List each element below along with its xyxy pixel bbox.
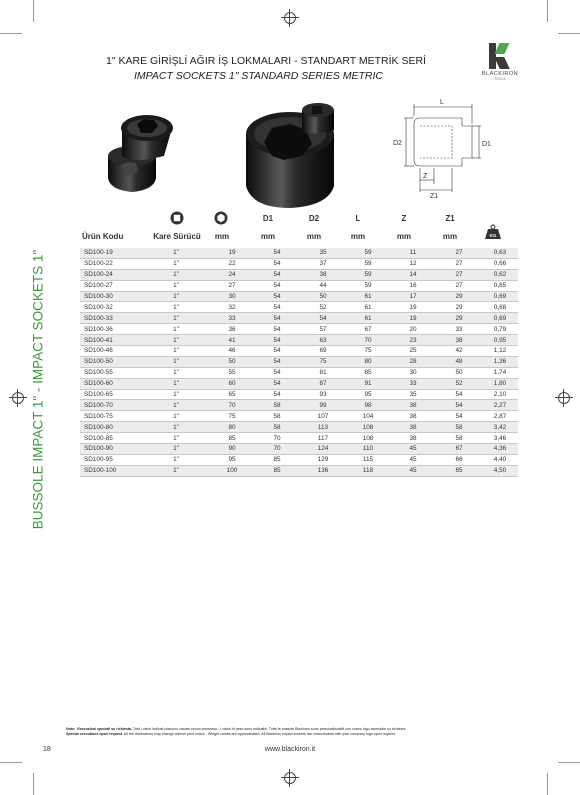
cell-z1: 27 <box>436 280 482 291</box>
cell-product-code: SD100-60 <box>80 378 142 389</box>
cell-product-code: SD100-24 <box>80 269 142 280</box>
cell-square-drive: 1" <box>142 422 210 433</box>
cell-d1: 58 <box>254 422 300 433</box>
cell-z: 16 <box>390 280 436 291</box>
cell-l: 67 <box>346 324 390 335</box>
table-row <box>80 411 518 422</box>
cell-product-code: SD100-41 <box>80 335 142 346</box>
table-row <box>80 367 518 378</box>
cell-d1: 54 <box>254 269 300 280</box>
cell-size: 32 <box>210 302 254 313</box>
table-row <box>80 346 518 357</box>
table-row <box>80 444 518 455</box>
cell-l: 91 <box>346 378 390 389</box>
cell-z1: 66 <box>436 454 482 465</box>
cell-d1: 54 <box>254 389 300 400</box>
table-row <box>80 280 518 291</box>
cell-z: 17 <box>390 291 436 302</box>
cell-weight: 2,10 <box>482 389 518 400</box>
cell-product-code: SD100-50 <box>80 356 142 367</box>
cell-l: 61 <box>346 313 390 324</box>
cell-size: 70 <box>210 400 254 411</box>
cell-z1: 29 <box>436 291 482 302</box>
cell-size: 46 <box>210 346 254 357</box>
cell-z: 12 <box>390 258 436 269</box>
cell-square-drive: 1" <box>142 346 210 357</box>
cell-weight: 0,79 <box>482 324 518 335</box>
cell-square-drive: 1" <box>142 454 210 465</box>
crop-mark <box>0 762 22 763</box>
cell-d2: 75 <box>300 356 346 367</box>
cell-product-code: SD100-95 <box>80 454 142 465</box>
cell-z1: 54 <box>436 389 482 400</box>
cell-product-code: SD100-19 <box>80 248 142 258</box>
cell-z: 45 <box>390 454 436 465</box>
cell-product-code: SD100-75 <box>80 411 142 422</box>
cell-square-drive: 1" <box>142 324 210 335</box>
cell-z1: 67 <box>436 444 482 455</box>
cell-z1: 29 <box>436 313 482 324</box>
logo-mark-icon <box>487 43 513 69</box>
cell-z1: 54 <box>436 400 482 411</box>
cell-z1: 38 <box>436 335 482 346</box>
cell-d1: 54 <box>254 324 300 335</box>
cell-d2: 87 <box>300 378 346 389</box>
registration-mark-left <box>12 392 24 404</box>
cell-d1: 54 <box>254 291 300 302</box>
note-it-text: Tutti i valori indicati possono variare senza preavviso - I valori di peso sono indicativi. Tutte le bussole Blackiron sono personalizzabili con vostro logo aziendale su richiesta. <box>132 727 407 731</box>
label-L: L <box>440 99 444 106</box>
cell-z: 45 <box>390 444 436 455</box>
cell-d2: 129 <box>300 454 346 465</box>
table-row <box>80 248 518 258</box>
socket-photo-small <box>102 106 184 198</box>
cell-z: 25 <box>390 346 436 357</box>
cell-z: 38 <box>390 422 436 433</box>
cell-weight: 1,74 <box>482 367 518 378</box>
cell-weight: 2,27 <box>482 400 518 411</box>
cell-product-code: SD100-85 <box>80 433 142 444</box>
header-z: Z <box>401 214 407 223</box>
cell-d1: 54 <box>254 313 300 324</box>
cell-square-drive: 1" <box>142 335 210 346</box>
socket-dimension-diagram <box>392 96 497 206</box>
cell-product-code: SD100-22 <box>80 258 142 269</box>
cell-z: 38 <box>390 400 436 411</box>
cell-weight: 2,87 <box>482 411 518 422</box>
cell-l: 59 <box>346 280 390 291</box>
cell-l: 108 <box>346 433 390 444</box>
cell-z: 35 <box>390 389 436 400</box>
cell-d1: 54 <box>254 367 300 378</box>
cell-weight: 0,62 <box>482 269 518 280</box>
cell-size: 85 <box>210 433 254 444</box>
cell-size: 41 <box>210 335 254 346</box>
cell-product-code: SD100-27 <box>80 280 142 291</box>
cell-square-drive: 1" <box>142 313 210 324</box>
cell-z: 19 <box>390 313 436 324</box>
cell-size: 50 <box>210 356 254 367</box>
cell-weight: 0,95 <box>482 335 518 346</box>
table-row <box>80 324 518 335</box>
table-row <box>80 389 518 400</box>
cell-weight: 0,68 <box>482 302 518 313</box>
cell-square-drive: 1" <box>142 258 210 269</box>
cell-z: 33 <box>390 378 436 389</box>
cell-square-drive: 1" <box>142 280 210 291</box>
cell-weight: 4,40 <box>482 454 518 465</box>
cell-product-code: SD100-30 <box>80 291 142 302</box>
cell-l: 110 <box>346 444 390 455</box>
cell-d2: 52 <box>300 302 346 313</box>
cell-size: 27 <box>210 280 254 291</box>
header-z1-unit: mm <box>442 232 458 241</box>
cell-size: 22 <box>210 258 254 269</box>
header-square-drive: Kare Sürücü <box>153 232 201 241</box>
website-link[interactable]: www.blackiron.it <box>264 746 316 753</box>
cell-square-drive: 1" <box>142 291 210 302</box>
cell-size: 100 <box>210 465 254 476</box>
cell-l: 75 <box>346 346 390 357</box>
cell-size: 19 <box>210 248 254 258</box>
cell-d1: 54 <box>254 248 300 258</box>
hex-size-icon <box>214 211 228 225</box>
cell-weight: 1,80 <box>482 378 518 389</box>
cell-d2: 57 <box>300 324 346 335</box>
cell-d1: 54 <box>254 378 300 389</box>
cell-weight: 0,69 <box>482 313 518 324</box>
cell-size: 65 <box>210 389 254 400</box>
cell-size: 60 <box>210 378 254 389</box>
label-Z1: Z1 <box>430 193 439 200</box>
cell-d2: 136 <box>300 465 346 476</box>
header-z-unit: mm <box>396 232 412 241</box>
cell-l: 95 <box>346 389 390 400</box>
page-number: 18 <box>43 746 51 753</box>
cell-z1: 27 <box>436 269 482 280</box>
cell-weight: 1,12 <box>482 346 518 357</box>
cell-square-drive: 1" <box>142 248 210 258</box>
registration-mark-right <box>558 392 570 404</box>
cell-z: 14 <box>390 269 436 280</box>
cell-d2: 37 <box>300 258 346 269</box>
cell-z1: 50 <box>436 367 482 378</box>
cell-l: 59 <box>346 248 390 258</box>
cell-product-code: SD100-70 <box>80 400 142 411</box>
header-product-code: Ürün Kodu <box>82 232 124 241</box>
cell-size: 30 <box>210 291 254 302</box>
header-size-unit: mm <box>214 232 230 241</box>
cell-size: 55 <box>210 367 254 378</box>
cell-d2: 107 <box>300 411 346 422</box>
header-d1: D1 <box>262 214 274 223</box>
cell-weight: 1,36 <box>482 356 518 367</box>
cell-d1: 54 <box>254 302 300 313</box>
cell-z1: 52 <box>436 378 482 389</box>
cell-d2: 50 <box>300 291 346 302</box>
cell-size: 90 <box>210 444 254 455</box>
table-row <box>80 356 518 367</box>
cell-z: 19 <box>390 302 436 313</box>
cell-square-drive: 1" <box>142 444 210 455</box>
cell-d2: 63 <box>300 335 346 346</box>
cell-d1: 85 <box>254 454 300 465</box>
cell-z1: 58 <box>436 433 482 444</box>
cell-product-code: SD100-55 <box>80 367 142 378</box>
label-D2: D2 <box>393 140 402 147</box>
cell-weight: 0,63 <box>482 248 518 258</box>
header-l-unit: mm <box>350 232 366 241</box>
label-Z: Z <box>423 173 428 180</box>
header-l: L <box>355 214 361 223</box>
cell-d2: 124 <box>300 444 346 455</box>
cell-d2: 81 <box>300 367 346 378</box>
cell-l: 59 <box>346 258 390 269</box>
cell-z: 30 <box>390 367 436 378</box>
note-en-text: All the dimensions may change without prior notice - Weight values are approximated. All Blackiron impact sockets are customizable with your company logo upon request. <box>123 732 396 736</box>
cell-d1: 58 <box>254 411 300 422</box>
cell-z1: 29 <box>436 302 482 313</box>
cell-d2: 35 <box>300 248 346 258</box>
table-row <box>80 335 518 346</box>
cell-product-code: SD100-36 <box>80 324 142 335</box>
cell-d1: 54 <box>254 356 300 367</box>
cell-square-drive: 1" <box>142 356 210 367</box>
cell-l: 118 <box>346 465 390 476</box>
cell-d1: 54 <box>254 346 300 357</box>
cell-z1: 27 <box>436 258 482 269</box>
cell-product-code: SD100-46 <box>80 346 142 357</box>
title-turkish: 1" KARE GİRİŞLİ AĞIR İŞ LOKMALARI - STANDART METRİK SERİ <box>106 55 426 67</box>
crop-mark <box>0 33 22 34</box>
cell-z1: 54 <box>436 411 482 422</box>
cell-product-code: SD100-80 <box>80 422 142 433</box>
cell-d1: 70 <box>254 444 300 455</box>
cell-weight: 4,50 <box>482 465 518 476</box>
footnote <box>66 727 526 737</box>
note-it-bold: Esecuzioni speciali su richiesta. <box>77 727 133 731</box>
note-label: Note: <box>66 727 76 731</box>
svg-text:KG: KG <box>489 233 497 238</box>
crop-mark <box>558 762 580 763</box>
sockets-table <box>80 248 518 477</box>
cell-weight: 3,46 <box>482 433 518 444</box>
cell-size: 75 <box>210 411 254 422</box>
crop-mark <box>33 773 34 795</box>
cell-size: 24 <box>210 269 254 280</box>
cell-size: 36 <box>210 324 254 335</box>
cell-l: 115 <box>346 454 390 465</box>
cell-l: 85 <box>346 367 390 378</box>
cell-d2: 117 <box>300 433 346 444</box>
table-row <box>80 313 518 324</box>
cell-z1: 48 <box>436 356 482 367</box>
cell-d2: 44 <box>300 280 346 291</box>
table-row <box>80 454 518 465</box>
crop-mark <box>558 33 580 34</box>
header-d1-unit: mm <box>260 232 276 241</box>
socket-photo-large <box>242 96 347 211</box>
cell-d1: 58 <box>254 400 300 411</box>
cell-l: 104 <box>346 411 390 422</box>
cell-size: 33 <box>210 313 254 324</box>
table-row <box>80 378 518 389</box>
cell-square-drive: 1" <box>142 411 210 422</box>
cell-l: 61 <box>346 291 390 302</box>
cell-weight: 3,42 <box>482 422 518 433</box>
cell-z: 20 <box>390 324 436 335</box>
table-row <box>80 302 518 313</box>
cell-square-drive: 1" <box>142 378 210 389</box>
cell-weight: 0,65 <box>482 280 518 291</box>
cell-z1: 27 <box>436 248 482 258</box>
table-row <box>80 269 518 280</box>
cell-d2: 38 <box>300 269 346 280</box>
cell-d1: 54 <box>254 258 300 269</box>
cell-d2: 69 <box>300 346 346 357</box>
cell-z1: 65 <box>436 465 482 476</box>
cell-l: 61 <box>346 302 390 313</box>
cell-z: 38 <box>390 411 436 422</box>
cell-d1: 54 <box>254 280 300 291</box>
cell-l: 70 <box>346 335 390 346</box>
cell-z1: 42 <box>436 346 482 357</box>
table-row <box>80 400 518 411</box>
cell-product-code: SD100-33 <box>80 313 142 324</box>
cell-product-code: SD100-65 <box>80 389 142 400</box>
cell-square-drive: 1" <box>142 400 210 411</box>
cell-square-drive: 1" <box>142 389 210 400</box>
cell-weight: 0,66 <box>482 258 518 269</box>
cell-d2: 93 <box>300 389 346 400</box>
cell-size: 95 <box>210 454 254 465</box>
cell-square-drive: 1" <box>142 465 210 476</box>
square-drive-icon <box>170 211 184 225</box>
header-d2-unit: mm <box>306 232 322 241</box>
weight-icon <box>484 224 502 240</box>
cell-size: 80 <box>210 422 254 433</box>
cell-z1: 33 <box>436 324 482 335</box>
registration-mark-top <box>284 12 296 24</box>
cell-weight: 4,36 <box>482 444 518 455</box>
cell-z: 28 <box>390 356 436 367</box>
table-row <box>80 422 518 433</box>
cell-square-drive: 1" <box>142 269 210 280</box>
cell-z: 38 <box>390 433 436 444</box>
cell-square-drive: 1" <box>142 302 210 313</box>
cell-l: 108 <box>346 422 390 433</box>
note-en-bold: Special executions upon request. <box>66 732 124 736</box>
crop-mark <box>547 773 548 795</box>
table-row <box>80 291 518 302</box>
cell-l: 98 <box>346 400 390 411</box>
cell-product-code: SD100-100 <box>80 465 142 476</box>
cell-d1: 70 <box>254 433 300 444</box>
cell-weight: 0,69 <box>482 291 518 302</box>
logo-subtext: TOOLS <box>494 77 506 81</box>
cell-z: 45 <box>390 465 436 476</box>
cell-l: 59 <box>346 269 390 280</box>
cell-d2: 54 <box>300 313 346 324</box>
cell-square-drive: 1" <box>142 433 210 444</box>
cell-l: 80 <box>346 356 390 367</box>
cell-d2: 99 <box>300 400 346 411</box>
label-D1: D1 <box>482 141 491 148</box>
title-english: IMPACT SOCKETS 1" STANDARD SERIES METRIC <box>134 70 383 82</box>
cell-square-drive: 1" <box>142 367 210 378</box>
brand-logo <box>480 43 520 81</box>
cell-z: 11 <box>390 248 436 258</box>
table-row <box>80 465 518 476</box>
registration-mark-bottom <box>284 772 296 784</box>
cell-d1: 85 <box>254 465 300 476</box>
header-z1: Z1 <box>445 214 455 223</box>
cell-d1: 54 <box>254 335 300 346</box>
header-d2: D2 <box>308 214 320 223</box>
crop-mark <box>547 0 548 22</box>
cell-z: 23 <box>390 335 436 346</box>
cell-product-code: SD100-90 <box>80 444 142 455</box>
cell-product-code: SD100-32 <box>80 302 142 313</box>
table-row <box>80 433 518 444</box>
cell-z1: 58 <box>436 422 482 433</box>
logo-text: BLACKIRON <box>481 71 519 77</box>
table-row <box>80 258 518 269</box>
cell-d2: 113 <box>300 422 346 433</box>
crop-mark <box>33 0 34 22</box>
